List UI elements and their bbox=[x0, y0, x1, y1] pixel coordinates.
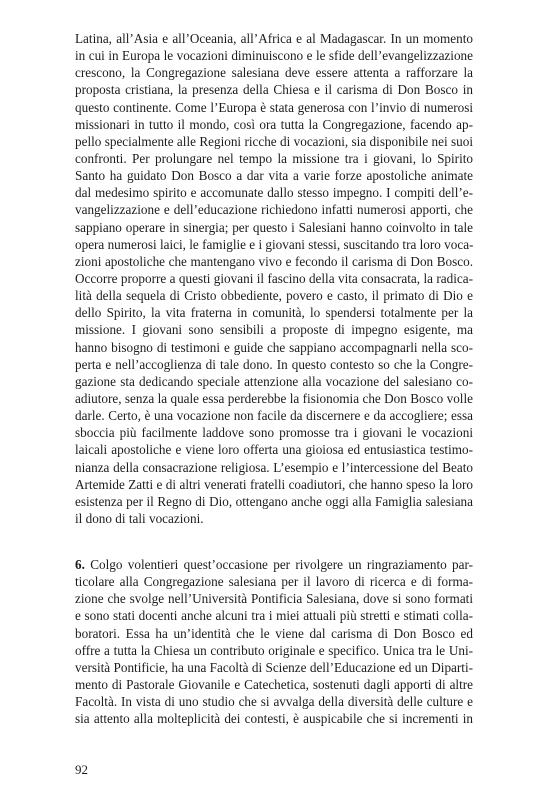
text-line: perta e nell’accoglienza di tale dono. In questo contesto so che la Congre- bbox=[75, 356, 473, 372]
text-line: gazione sta dedicando speciale attenzione alla vocazione del salesiano co- bbox=[75, 373, 473, 389]
text-line: missionari in tutto il mondo, così ora tutta la Congregazione, facendo ap- bbox=[75, 116, 473, 132]
paragraph-1 bbox=[75, 30, 473, 527]
paragraph-6-first-line bbox=[75, 556, 473, 573]
text-line: opera numerosi laici, le famiglie e i giovani stessi, suscitando tra loro voca- bbox=[75, 236, 474, 252]
text-line: e sono stati docenti anche alcuni tra i miei attuali più stretti e stimati colla- bbox=[75, 608, 473, 624]
text-line: boratori. Essa ha un’identità che le viene dal carisma di Don Bosco ed bbox=[75, 625, 473, 641]
text-line: mento di Pastorale Giovanile e Catechetica, sostenuti dagli apporti di altre bbox=[75, 676, 473, 692]
text-line: zioni apostoliche che mantengano vivo e fecondo il carisma di Don Bosco. bbox=[75, 253, 473, 269]
text-line: dello Spirito, la vita fraterna in comunità, lo spendersi totalmente per la bbox=[75, 305, 473, 321]
text-line: pello specialmente alle Regioni ricche di vocazioni, sia disponibile nei suoi bbox=[75, 133, 473, 149]
text-line: Santo ha guidato Don Bosco a dar vita a varie forze apostoliche animate bbox=[75, 168, 473, 184]
text-line: Artemide Zatti e di altri venerati fratelli coadiutori, che hanno speso la loro bbox=[75, 476, 473, 492]
text-line: laicali apostoliche e viene loro offerta una gioiosa ed entusiastica testimo- bbox=[75, 442, 473, 458]
paragraph-6 bbox=[75, 556, 473, 727]
text-line: lità della sequela di Cristo obbediente, povero e casto, il primato di Dio e bbox=[75, 288, 473, 304]
paragraph-6-first-line-text: Colgo volentieri quest’occasione per rivolgere un ringraziamento par- bbox=[84, 557, 473, 572]
text-line: il dono di tali vocazioni. bbox=[75, 510, 204, 526]
text-line: zione che svolge nell’Università Pontificia Salesiana, dove si sono formati bbox=[75, 591, 473, 607]
text-line: Facoltà. In vista di uno studio che si avvalga della diversità delle culture e bbox=[75, 694, 473, 710]
text-line: sappiano operare in sinergia; per questo i Salesiani hanno coinvolto in tale bbox=[75, 219, 473, 235]
text-line: offre a tutta la Chiesa un contributo originale e specifico. Unica tra le Uni- bbox=[75, 642, 473, 658]
text-line: sia attento alla molteplicità dei contesti, è auspicabile che si incrementi in bbox=[75, 711, 473, 727]
text-line: Latina, all’Asia e all’Oceania, all’Africa e al Madagascar. In un momento bbox=[75, 31, 473, 46]
text-line: nianza della consacrazione religiosa. L’esempio e l’intercessione del Beato bbox=[75, 459, 473, 475]
text-line: Occorre proporre a questi giovani il fascino della vita consacrata, la radica- bbox=[75, 270, 473, 286]
text-line: missione. I giovani sono sensibili a proposte di impegno esigente, ma bbox=[75, 322, 473, 338]
page-number: 92 bbox=[75, 762, 88, 777]
text-line: vangelizzazione e dell’educazione richiedono infatti numerosi apporti, che bbox=[75, 202, 473, 218]
text-line: confronti. Per prolungare nel tempo la missione tra i giovani, lo Spirito bbox=[75, 150, 473, 166]
text-line: sboccia più facilmente laddove sono promosse tra i giovani le vocazioni bbox=[75, 425, 473, 441]
text-line: proposta cristiana, la presenza della Chiesa e il carisma di Don Bosco in bbox=[75, 82, 473, 98]
text-line: dal medesimo spirito e accomunate dallo stesso impegno. I compiti dell’e- bbox=[75, 185, 473, 201]
text-line: ticolare alla Congregazione salesiana per il lavoro di ricerca e di forma- bbox=[75, 574, 473, 590]
section-number: 6. bbox=[75, 557, 85, 572]
text-line: adiutore, senza la quale essa perderebbe la fisionomia che Don Bosco volle bbox=[75, 390, 473, 406]
text-line: hanno bisogno di testimoni e guide che sappiano accompagnarli nella sco- bbox=[75, 339, 473, 355]
text-line: questo continente. Come l’Europa è stata generosa con l’invio di numerosi bbox=[75, 99, 473, 115]
text-line: esistenza per il Regno di Dio, ottengano anche oggi alla Famiglia salesiana bbox=[75, 493, 473, 509]
text-line: in cui in Europa le vocazioni diminuiscono e le sfide dell’evangelizzazione bbox=[75, 48, 473, 64]
text-line: versità Pontificie, ha una Facoltà di Scienze dell’Educazione ed un Diparti- bbox=[75, 659, 473, 675]
text-line: crescono, la Congregazione salesiana deve essere attenta a rafforzare la bbox=[75, 65, 473, 81]
text-line: darle. Certo, è una vocazione non facile da discernere e da accogliere; essa bbox=[75, 408, 473, 424]
